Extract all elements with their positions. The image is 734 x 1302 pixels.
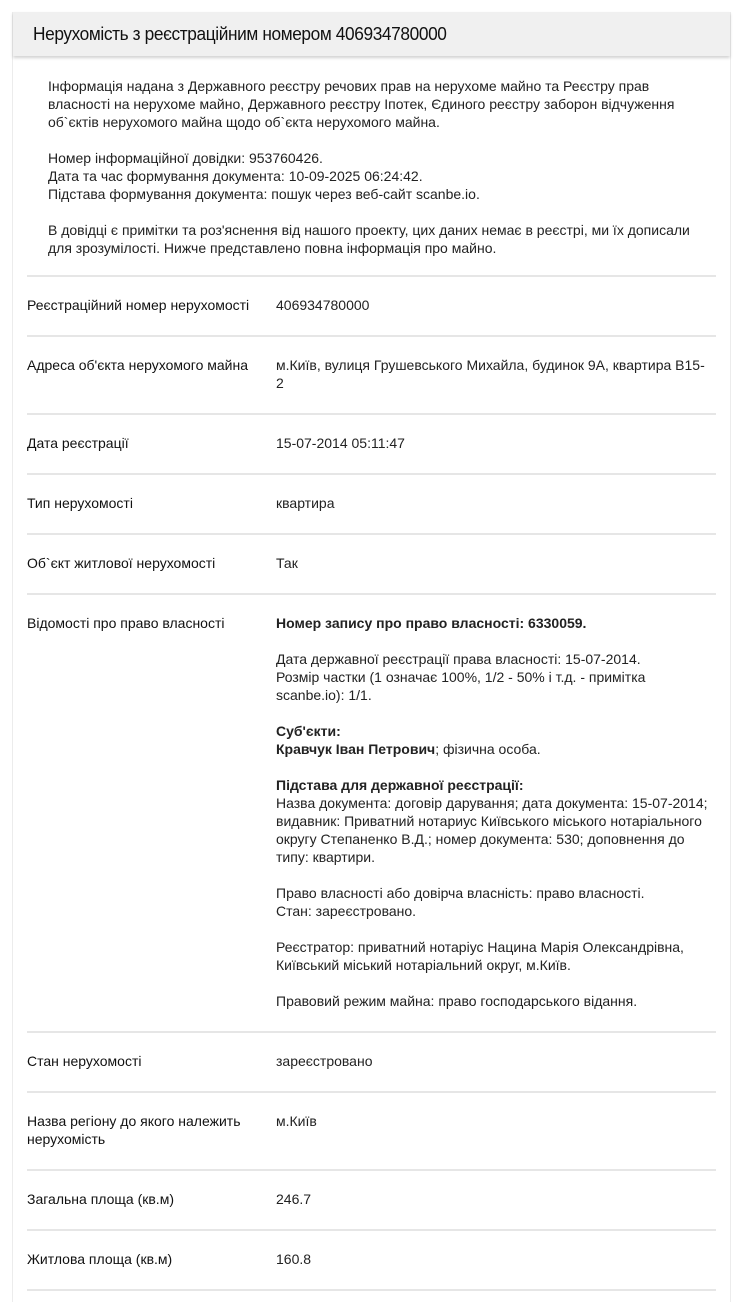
basis-heading: Підстава для державної реєстрації:: [276, 777, 524, 793]
row-residential: [27, 535, 716, 595]
row-registration-number: [27, 277, 716, 337]
subjects-heading: Суб'єкти:: [276, 723, 341, 739]
registrar: Реєстратор: приватний нотаріус Нацина Марія Олександрівна, Київський міський нотаріальний округ, м.Київ.: [276, 939, 684, 973]
row-value: 160.8: [276, 1251, 312, 1267]
page-title: Нерухомість з реєстраційним номером 406934780000: [33, 23, 447, 44]
row-region: [27, 1093, 716, 1171]
property-card: [12, 12, 731, 1302]
row-label: Дата реєстрації: [27, 435, 129, 451]
intro-section: [13, 56, 730, 257]
ownership-right-info: [276, 884, 710, 920]
subject-name: Кравчук Іван Петрович: [276, 741, 436, 757]
row-value: 15-07-2014 05:11:47: [276, 435, 405, 451]
intro-meta: [48, 149, 708, 203]
ownership-registration-info: [276, 650, 710, 704]
row-value: квартира: [276, 495, 335, 511]
subject-type: ; фізична особа.: [435, 741, 541, 757]
row-label: Тип нерухомості: [27, 495, 133, 511]
row-label: Відомості про право власності: [27, 615, 225, 631]
row-registration-date: [27, 415, 716, 475]
row-label: Житлова площа (кв.м): [27, 1251, 173, 1267]
ownership-record-number: Номер запису про право власності: 6330059.: [276, 615, 587, 631]
row-label: Загальна площа (кв.м): [27, 1191, 174, 1207]
generation-basis: Підстава формування документа: пошук через веб-сайт scanbe.io.: [48, 186, 480, 202]
row-value: 246.7: [276, 1191, 312, 1207]
ownership-share: Розмір частки (1 означає 100%, 1/2 - 50% і т.д. - примітка scanbe.io): 1/1.: [276, 669, 646, 703]
row-value: 406934780000: [276, 297, 370, 313]
intro-source-text: Інформація надана з Державного реєстру речових прав на нерухоме майно та Реєстру прав власності на нерухоме майно, Державного реєстру Іпотек, Єдиного реєстру заборон відчуження об`єктів нерухомого майна щодо об`єкта нерухомого майна.: [48, 78, 675, 130]
generated-at: Дата та час формування документа: 10-09-2025 06:24:42.: [48, 168, 423, 184]
row-label: Стан нерухомості: [27, 1053, 142, 1069]
right-type: Право власності або довірча власність: право власності.: [276, 885, 645, 901]
subject-entry: [276, 741, 541, 757]
row-value: м.Київ, вулиця Грушевського Михайла, будинок 9А, квартира В15-2: [276, 357, 705, 391]
row-property-status: [27, 1033, 716, 1093]
ownership-subjects: [276, 722, 710, 758]
row-label: Адреса об'єкта нерухомого майна: [27, 357, 248, 373]
ownership-registration-date: Дата державної реєстрації права власності: 15-07-2014.: [276, 651, 641, 667]
row-label: Об`єкт житлової нерухомості: [27, 555, 216, 571]
ownership-basis: [276, 776, 710, 866]
reference-number: Номер інформаційної довідки: 953760426.: [48, 150, 323, 166]
row-label: Реєстраційний номер нерухомості: [27, 297, 250, 313]
property-details-table: [27, 275, 716, 1291]
row-label: Назва регіону до якого належить нерухомість: [27, 1113, 241, 1147]
row-value: м.Київ: [276, 1113, 317, 1129]
card-header: [13, 12, 730, 56]
row-property-type: [27, 475, 716, 535]
row-address: [27, 337, 716, 415]
row-value: зареєстровано: [276, 1053, 373, 1069]
intro-note: В довідці є примітки та роз'яснення від нашого проекту, цих даних немає в реєстрі, ми їх дописали для зрозумілості. Нижче представлено повна інформація про майно.: [48, 222, 690, 256]
legal-regime: Правовий режим майна: право господарського відання.: [276, 993, 638, 1009]
row-total-area: [27, 1171, 716, 1231]
right-status: Стан: зареєстровано.: [276, 903, 417, 919]
row-value: Так: [276, 555, 298, 571]
row-living-area: [27, 1231, 716, 1291]
ownership-details: [276, 614, 716, 1010]
row-ownership: [27, 595, 716, 1033]
basis-text: Назва документа: договір дарування; дата документа: 15-07-2014; видавник: Приватний нотариус Київського міського нотаріального округу Степаненко В.Д.; номер документа: 530; доповнення до типу: квартири.: [276, 795, 708, 865]
